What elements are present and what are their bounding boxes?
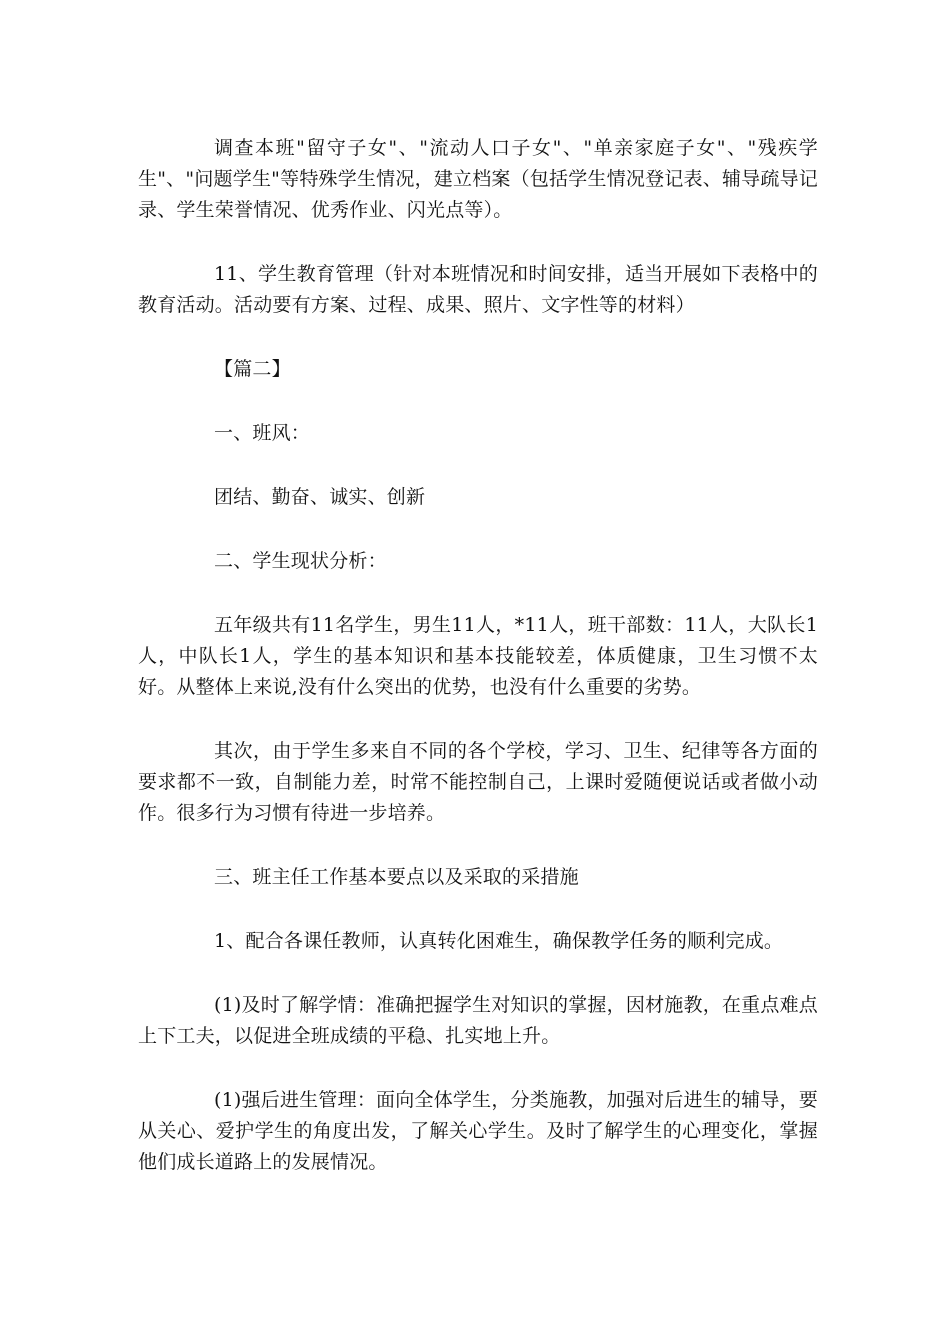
paragraph-gap: [138, 385, 818, 418]
heading-class-style: 一、班风：: [214, 422, 311, 444]
paragraph-grade-overview: 五年级共有11名学生，男生11人，*11人，班干部数：11人，大队长1人，中队长1人，学生的基本知识和基本技能较差，体质健康，卫生习惯不太好。从整体上来说,没有什么突出的优势，也没有什么重要的劣势。: [138, 614, 818, 698]
paragraph-struggling-students: (1)强后进生管理：面向全体学生，分类施教，加强对后进生的辅导，要从关心、爱护学生的角度出发，了解关心学生。及时了解学生的心理变化，掌握他们成长道路上的发展情况。: [138, 1089, 818, 1173]
paragraph-special-students: 调查本班"留守子女"、"流动人口子女"、"单亲家庭子女"、"残疾学生"、"问题学生"等特殊学生情况，建立档案（包括学生情况登记表、辅导疏导记录、学生荣誉情况、优秀作业、闪光点等）。: [138, 137, 818, 221]
paragraph-gap: [138, 226, 818, 259]
paragraph-gap: [138, 577, 818, 610]
paragraph-gap: [138, 957, 818, 990]
heading-student-analysis: 二、学生现状分析：: [214, 550, 387, 572]
heading-work-points: 三、班主任工作基本要点以及采取的采措施: [214, 866, 579, 888]
paragraph-gap: [138, 1052, 818, 1085]
paragraph-student-management: 11、学生教育管理（针对本班情况和时间安排，适当开展如下表格中的教育活动。活动要有方案、过程、成果、照片、文字性等的材料）: [138, 263, 818, 316]
paragraph-class-motto: 团结、勤奋、诚实、创新: [214, 486, 426, 508]
paragraph-gap: [138, 893, 818, 926]
paragraph-gap: [138, 513, 818, 546]
section-heading-part-two: 【篇二】: [214, 358, 291, 380]
paragraph-secondly: 其次，由于学生多来自不同的各个学校，学习、卫生、纪律等各方面的要求都不一致，自制能力差，时常不能控制自己，上课时爱随便说话或者做小动作。很多行为习惯有待进一步培养。: [138, 740, 818, 824]
paragraph-point-one: 1、配合各课任教师，认真转化困难生，确保教学任务的顺利完成。: [214, 930, 784, 952]
paragraph-gap: [138, 703, 818, 736]
paragraph-gap: [138, 321, 818, 354]
document-page: [138, 133, 818, 1178]
paragraph-gap: [138, 829, 818, 862]
paragraph-learning-situation: (1)及时了解学情：准确把握学生对知识的掌握，因材施教，在重点难点上下工夫，以促进全班成绩的平稳、扎实地上升。: [138, 994, 818, 1047]
paragraph-gap: [138, 449, 818, 482]
